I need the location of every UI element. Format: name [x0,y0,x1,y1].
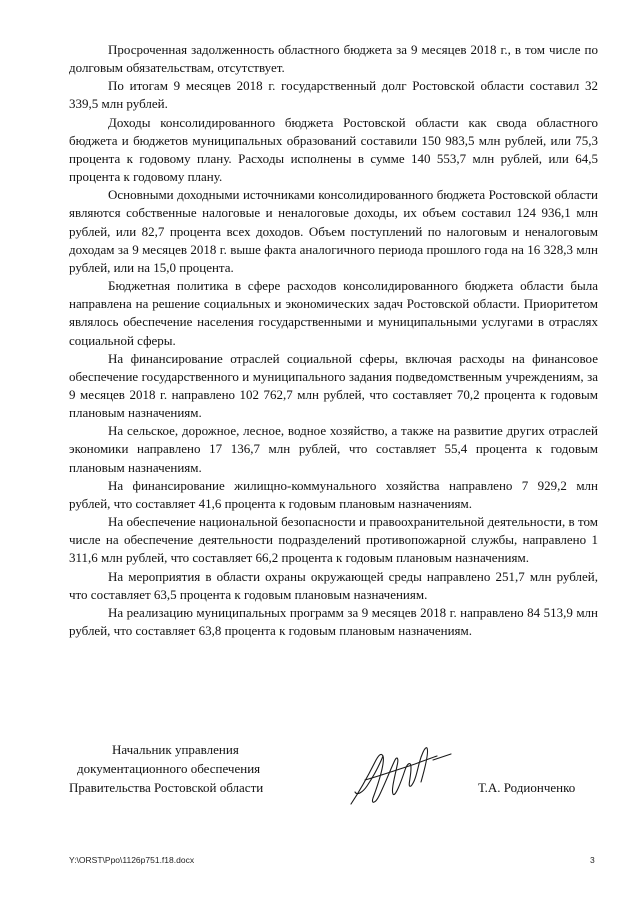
page-number: 3 [590,855,595,865]
paragraph-consolidated-revenue: Доходы консолидированного бюджета Ростовской области как свода областного бюджета и бюджетов муниципальных образований составили 150 983,5 млн рублей, или 75,3 процента к годовому плану. Расходы исполнены в сумме 140 553,7 млн рублей, или 64,5 процента к годовому плану. [69,114,598,185]
handwritten-signature-icon [345,738,455,814]
paragraph-budget-policy: Бюджетная политика в сфере расходов консолидированного бюджета области была направлена на решение социальных и экономических задач Ростовской области. Приоритетом являлось обеспечение населения государственными и муниципальными услугами в отраслях социальной сферы. [69,278,598,348]
document-body [69,41,598,640]
footer-file-path: Y:\ORST\Ppo\1126p751.f18.docx [69,855,195,865]
paragraph-environment: На мероприятия в области охраны окружающей среды направлено 251,7 млн рублей, что составляет 63,5 процента к годовым плановым назначениям. [69,568,598,602]
paragraph-revenue-sources: Основными доходными источниками консолидированного бюджета Ростовской области являются собственные налоговые и неналоговые доходы, их объем составил 124 936,1 млн рублей, или 82,7 процента всех доходов. Объем поступлений по налоговым и неналоговым доходам за 9 месяцев 2018 г. выше факта аналогичного периода прошлого года на 16 328,3 млн рублей, или на 15,0 процента. [69,187,598,275]
paragraph-state-debt: По итогам 9 месяцев 2018 г. государственный долг Ростовской области составил 32 339,5 млн рублей. [69,78,598,112]
signatory-title-line-1: Начальник управления [112,742,239,757]
signatory-name: Т.А. Родионченко [478,780,576,795]
paragraph-economy-sectors: На сельское, дорожное, лесное, водное хозяйство, а также на развитие других отраслей экономики направлено 17 136,7 млн рублей, что составляет 55,4 процента к годовым плановым назначениям. [69,423,598,475]
paragraph-social-sphere: На финансирование отраслей социальной сферы, включая расходы на финансовое обеспечение государственного и муниципального задания подведомственным учреждениям, за 9 месяцев 2018 г. направлено 102 762,7 млн рублей, что составляет 70,2 процента к годовым плановым назначениям. [69,350,598,421]
signatory-title [69,740,369,797]
paragraph-overdue-debt: Просроченная задолженность областного бюджета за 9 месяцев 2018 г., в том числе по долговым обязательствам, отсутствует. [69,42,598,76]
paragraph-national-security: На обеспечение национальной безопасности и правоохранительной деятельности, в том числе на обеспечение деятельности подразделений противопожарной службы, направлено 1 311,6 млн рублей, что составляет 66,2 процента к годовым плановым назначениям. [69,514,598,566]
signatory-title-line-3: Правительства Ростовской области [69,780,264,795]
paragraph-housing-utilities: На финансирование жилищно-коммунального хозяйства направлено 7 929,2 млн рублей, что составляет 41,6 процента к годовым плановым назначениям. [69,477,598,511]
signatory-title-line-2: документационного обеспечения [77,761,261,776]
paragraph-municipal-programs: На реализацию муниципальных программ за 9 месяцев 2018 г. направлено 84 513,9 млн рублей, что составляет 63,8 процента к годовым плановым назначениям. [69,604,598,638]
